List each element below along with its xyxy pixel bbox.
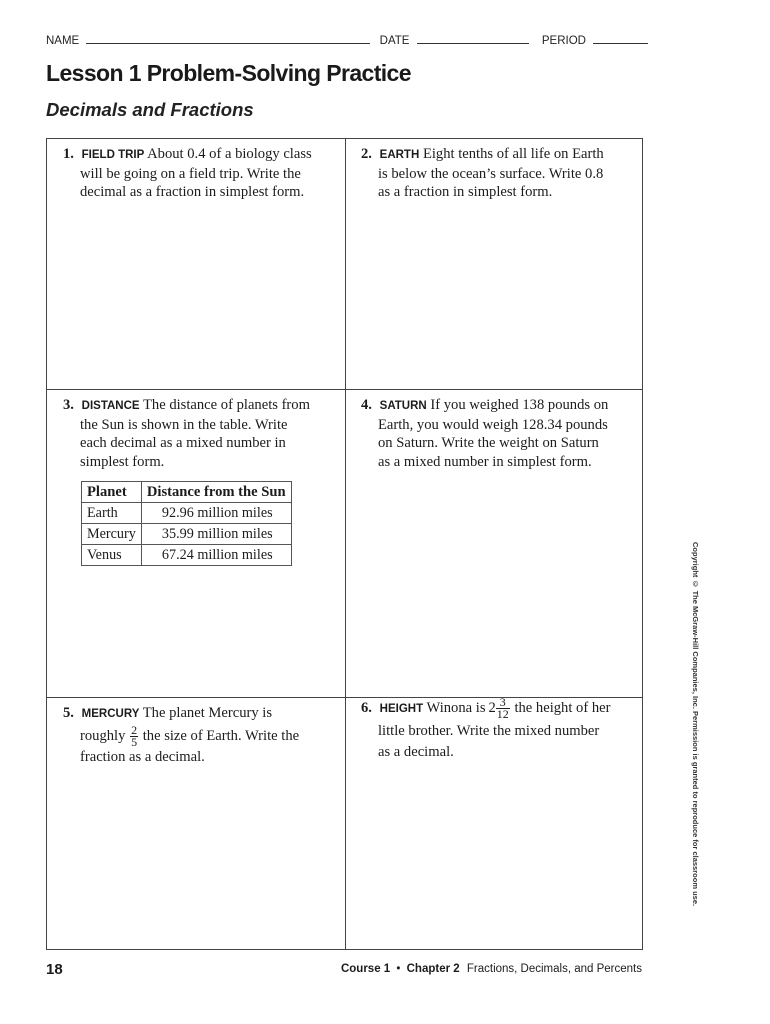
problem-6-line-1 bbox=[361, 697, 643, 720]
problem-text: as a mixed number in simplest form. bbox=[378, 453, 592, 470]
footer-course: Course 1 bbox=[340, 963, 391, 975]
problem-text: Winona is bbox=[426, 699, 486, 716]
period-field[interactable] bbox=[593, 34, 648, 44]
copyright-notice: Copyright © The McGraw-Hill Companies, Inc. Permission is granted to reproduce for classroom use. bbox=[691, 542, 700, 907]
distance-cell: 67.24 million miles bbox=[141, 545, 291, 566]
date-field[interactable] bbox=[417, 34, 529, 44]
problem-1[interactable] bbox=[63, 145, 341, 202]
problem-number: 3. bbox=[63, 397, 74, 413]
problem-6[interactable] bbox=[361, 697, 643, 761]
fraction-numerator: 3 bbox=[496, 697, 510, 709]
problem-number: 6. bbox=[361, 699, 372, 716]
problem-2-line-1 bbox=[361, 145, 641, 165]
page-subtitle: Decimals and Fractions bbox=[46, 99, 254, 120]
problem-4-line-1 bbox=[361, 396, 641, 416]
problem-text: The distance of planets from bbox=[142, 397, 310, 413]
fraction-denominator: 12 bbox=[496, 707, 509, 721]
name-field[interactable] bbox=[86, 34, 370, 44]
problem-text: little brother. Write the mixed number bbox=[378, 723, 600, 739]
problem-number: 5. bbox=[63, 705, 74, 721]
problem-text: About 0.4 of a biology class bbox=[147, 146, 312, 162]
problem-grid bbox=[46, 138, 643, 950]
problem-text: as a fraction in simplest form. bbox=[378, 184, 553, 200]
grid-divider-row-1 bbox=[47, 389, 642, 390]
problem-text: as a decimal. bbox=[378, 743, 454, 760]
problem-number: 4. bbox=[361, 397, 372, 413]
problem-keyword: HEIGHT bbox=[379, 702, 424, 715]
planet-cell: Mercury bbox=[82, 524, 142, 545]
period-label: PERIOD bbox=[541, 35, 586, 47]
problem-keyword: DISTANCE bbox=[81, 400, 140, 412]
table-row bbox=[82, 545, 292, 566]
problem-text: will be going on a field trip. Write the bbox=[80, 165, 301, 182]
footer bbox=[341, 963, 642, 975]
problem-4[interactable] bbox=[361, 396, 641, 471]
problem-keyword: MERCURY bbox=[81, 708, 140, 720]
problem-5-line-1 bbox=[63, 704, 343, 724]
problem-text: Earth, you would weigh 128.34 pounds bbox=[378, 416, 608, 433]
problem-5-line-2 bbox=[63, 722, 343, 749]
problem-text: If you weighed 138 pounds on bbox=[430, 397, 609, 413]
problem-keyword: EARTH bbox=[379, 149, 420, 161]
column-header-distance: Distance from the Sun bbox=[141, 482, 291, 503]
table-row bbox=[82, 524, 292, 545]
problem-text: the Sun is shown in the table. Write bbox=[80, 416, 288, 433]
planet-distance-table bbox=[81, 481, 292, 566]
distance-cell: 92.96 million miles bbox=[141, 503, 291, 524]
page-number: 18 bbox=[46, 961, 63, 978]
table-row bbox=[82, 503, 292, 524]
problem-text: the height of her bbox=[514, 699, 611, 716]
problem-text: simplest form. bbox=[80, 453, 165, 470]
footer-chapter: Chapter 2 bbox=[406, 963, 460, 975]
problem-text: The planet Mercury is bbox=[142, 705, 273, 721]
fraction-numerator: 2 bbox=[131, 722, 138, 737]
date-label: DATE bbox=[379, 35, 410, 47]
problem-text: is below the ocean’s surface. Write 0.8 bbox=[378, 165, 604, 182]
footer-separator: • bbox=[396, 963, 401, 975]
fraction bbox=[496, 697, 510, 720]
problem-text: fraction as a decimal. bbox=[80, 748, 205, 765]
problem-text: roughly bbox=[80, 727, 126, 744]
fraction bbox=[130, 722, 138, 749]
problem-text: decimal as a fraction in simplest form. bbox=[80, 184, 305, 200]
problem-1-line-1 bbox=[63, 145, 341, 165]
problem-3-line-1 bbox=[63, 396, 343, 416]
page-title: Lesson 1 Problem-Solving Practice bbox=[46, 60, 411, 86]
problem-keyword: SATURN bbox=[379, 400, 427, 412]
mixed-number-whole: 2 bbox=[488, 699, 496, 716]
problem-number: 1. bbox=[63, 146, 74, 162]
problem-text: the size of Earth. Write the bbox=[142, 727, 300, 744]
grid-divider-vertical bbox=[345, 139, 346, 949]
problem-text: on Saturn. Write the weight on Saturn bbox=[378, 435, 599, 451]
problem-text: each decimal as a mixed number in bbox=[80, 435, 286, 451]
table-header-row bbox=[82, 482, 292, 503]
problem-keyword: FIELD TRIP bbox=[81, 149, 145, 161]
planet-cell: Earth bbox=[82, 503, 142, 524]
column-header-planet: Planet bbox=[82, 482, 142, 503]
planet-cell: Venus bbox=[82, 545, 142, 566]
problem-5[interactable] bbox=[63, 704, 343, 766]
problem-number: 2. bbox=[361, 146, 372, 162]
name-label: NAME bbox=[46, 35, 80, 47]
distance-cell: 35.99 million miles bbox=[141, 524, 291, 545]
problem-text: Eight tenths of all life on Earth bbox=[422, 146, 604, 162]
problem-2[interactable] bbox=[361, 145, 641, 202]
footer-chapter-title: Fractions, Decimals, and Percents bbox=[466, 963, 642, 975]
header-line bbox=[46, 34, 648, 47]
fraction-denominator: 5 bbox=[131, 734, 138, 749]
